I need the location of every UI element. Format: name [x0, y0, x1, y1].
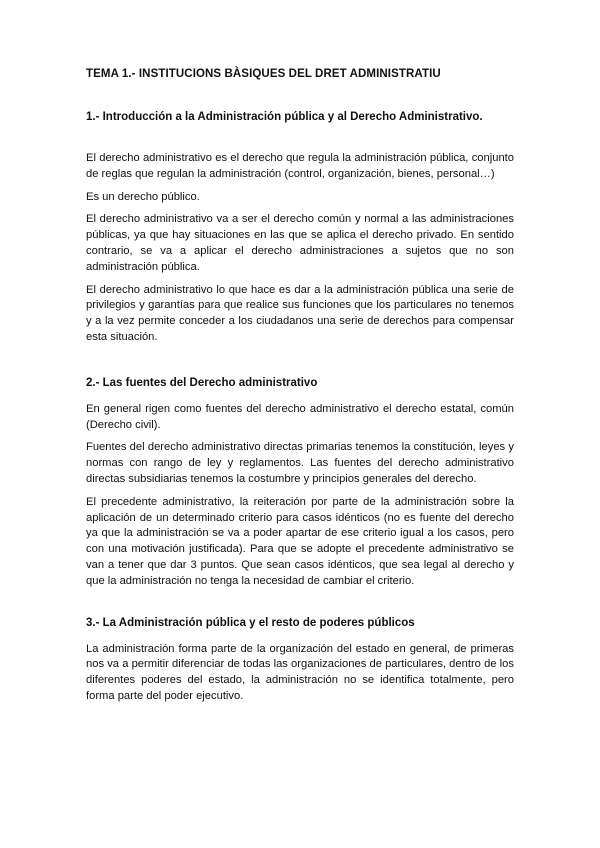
- paragraph: Es un derecho público.: [86, 190, 200, 203]
- paragraph: La administración forma parte de la organización del estado en general, de primeras nos va a permitir diferenciar de todas las organizaciones de particulares, dentro de los diferentes poderes del estado, la administración no se identifica totalmente, pero forma parte del poder ejecutivo.: [86, 642, 514, 702]
- paragraph: El derecho administrativo es el derecho que regula la administración pública, conjunto de reglas que regulan la administración (control, organización, bienes, personal…): [86, 152, 514, 180]
- section-administracion-poderes: [86, 616, 514, 705]
- section-introduccion: [86, 110, 514, 346]
- document-page: [86, 68, 514, 731]
- paragraph: En general rigen como fuentes del derecho administrativo el derecho estatal, común (Derecho civil).: [86, 402, 514, 431]
- paragraph: El precedente administrativo, la reiteración por parte de la administración sobre la aplicación de un determinado criterio para casos idénticos (no es fuente del derecho ya que la administración se va a poder apartar de ese criterio igual a los casos, pero con una motivación justificada). Para que se adopte el precedente administrativo se van a tener que dar 3 puntos. Que sean casos idénticos, que sea legal al derecho y que la administración no tenga la necesidad de cambiar el criterio.: [86, 495, 514, 587]
- paragraph: Fuentes del derecho administrativo directas primarias tenemos la constitución, leyes y normas con rango de ley y reglamentos. Las fuentes del derecho administrativo directas subsidiarias tenemos la costumbre y principios generales del derecho.: [86, 441, 514, 485]
- section-heading: 1.- Introducción a la Administración pública y al Derecho Administrativo.: [86, 111, 483, 123]
- section-heading: 3.- La Administración pública y el resto de poderes públicos: [86, 616, 415, 629]
- paragraph: El derecho administrativo va a ser el derecho común y normal a las administraciones públicas, ya que hay situaciones en las que se aplica el derecho privado. En sentido contrario, se va a aplicar el derecho administraciones a sujetos que no son administración pública.: [86, 213, 514, 273]
- section-fuentes: [86, 376, 514, 590]
- document-title: TEMA 1.- INSTITUCIONS BÀSIQUES DEL DRET ADMINISTRATIU: [86, 68, 441, 80]
- section-heading: 2.- Las fuentes del Derecho administrativo: [86, 376, 318, 389]
- paragraph: El derecho administrativo lo que hace es dar a la administración pública una serie de privilegios y garantías para que realice sus funciones que los particulares no tenemos y a la vez permite conceder a los ciudadanos una serie de derechos para compensar esta situación.: [86, 283, 514, 343]
